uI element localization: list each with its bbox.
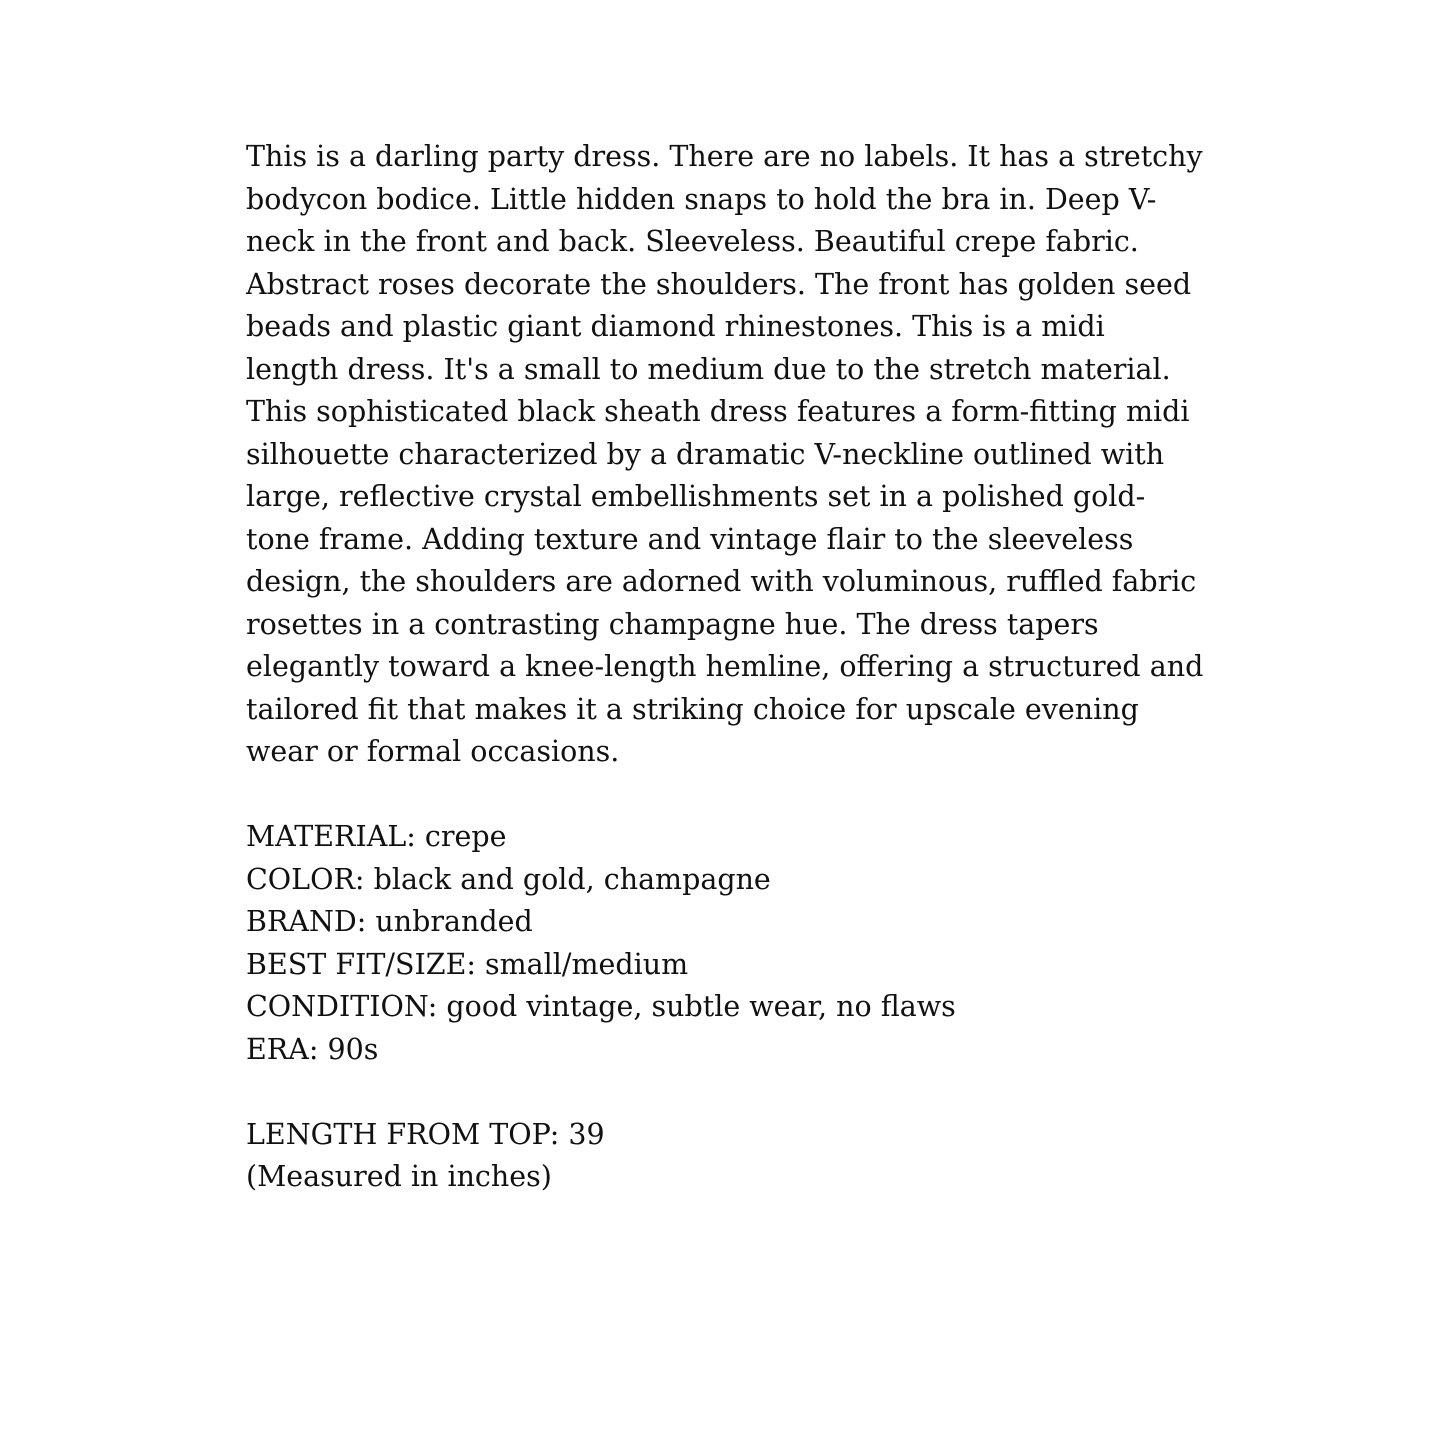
detail-best-fit-size: BEST FIT/SIZE: small/medium: [246, 947, 689, 981]
detail-color: COLOR: black and gold, champagne: [246, 862, 771, 896]
section-spacer: [246, 1071, 1206, 1114]
detail-material: MATERIAL: crepe: [246, 820, 507, 853]
description-paragraph-detailed: This sophisticated black sheath dress features a form-fitting midi silhouette characterized by a dramatic V-neckline outlined with large, reflective crystal embellishments set in a polished gold-tone frame. Adding texture and vintage flair to the sleeveless design, the shoulders are adorned with voluminous, ruffled fabric rosettes in a contrasting champagne hue. The dress tapers elegantly toward a knee-length hemline, offering a structured and tailored fit that makes it a striking choice for upscale evening wear or formal occasions.: [246, 395, 1204, 768]
details-list: [246, 816, 1206, 1071]
detail-era: ERA: 90s: [246, 1032, 379, 1066]
section-spacer: [246, 774, 1206, 817]
product-description-document: [246, 136, 1206, 1199]
detail-brand: BRAND: unbranded: [246, 905, 533, 938]
measurement-unit-note: (Measured in inches): [246, 1160, 552, 1193]
measurements-list: [246, 1114, 1206, 1199]
measurement-length-from-top: LENGTH FROM TOP: 39: [246, 1117, 605, 1151]
description-paragraph-intro: This is a darling party dress. There are no labels. It has a stretchy bodycon bodice. Little hidden snaps to hold the bra in. Deep V-neck in the front and back. Sleeveless. Beautiful crepe fabric. Abstract roses decorate the shoulders. The front has golden seed beads and plastic giant diamond rhinestones. This is a midi length dress. It's a small to medium due to the stretch material.: [246, 140, 1203, 386]
detail-condition: CONDITION: good vintage, subtle wear, no flaws: [246, 990, 956, 1023]
